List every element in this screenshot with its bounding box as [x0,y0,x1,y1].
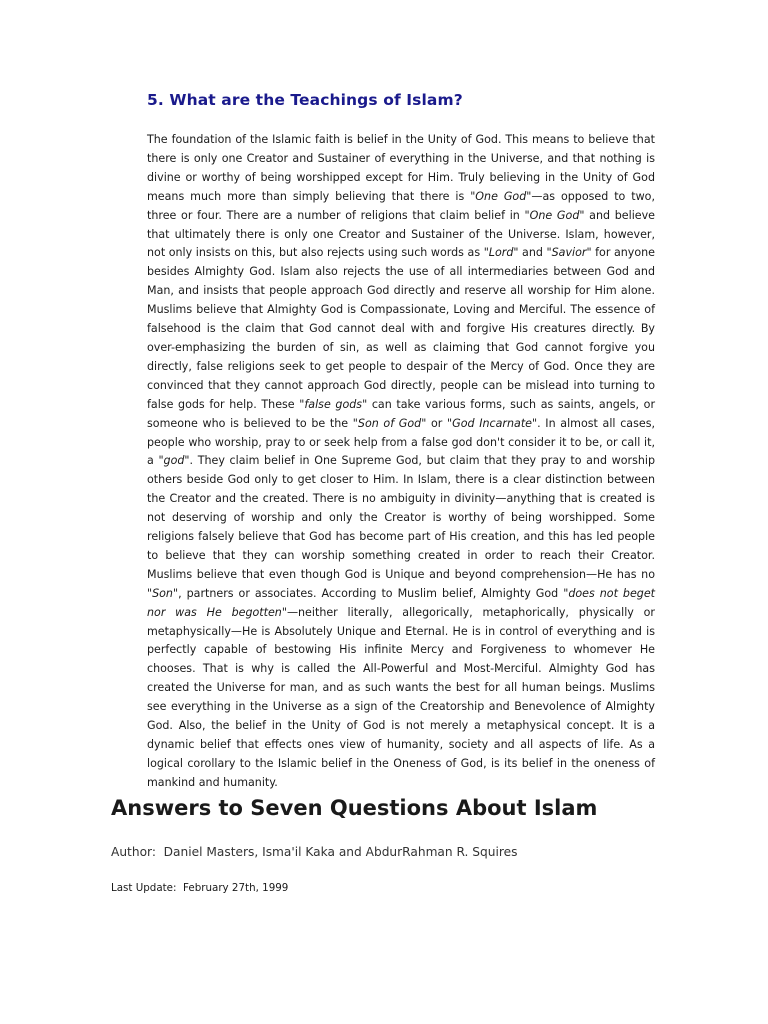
text-run: and believe that ultimately there is only one Creator and Sustainer of the Universe. Islam, however, not only insists on this, but also rejects using such words as [147,208,656,260]
italic-phrase: "god" [158,454,190,468]
italic-phrase: "One God" [524,208,585,222]
text-run: for anyone besides Almighty God. Islam also rejects the use of all intermediaries between God and Man, and insists that people approach God directly and reserve all worship for Him alone. Muslims believe that Almighty God is Compassionate, Loving and Merciful. The essence of falsehood is the claim that God cannot deal with and forgive His creatures directly. By over-emphasizing the burden of sin, as well as claiming that God cannot forgive you directly, false religions seek to get people to despair of the Mercy of God. Once they are convinced that they cannot approach God directly, people can be mislead into turning to false gods for help. These [147,246,655,411]
text-run: —as opposed to two, three or four. There are a number of religions that claim belief in [147,189,655,222]
italic-phrase: "false gods" [299,397,368,411]
section-heading: 5. What are the Teachings of Islam? [147,91,463,109]
italic-phrase: "does not beget nor was He begotten" [147,586,656,619]
italic-phrase: "Son of God" [352,416,427,430]
section-body-paragraph [147,131,655,793]
text-run: . They claim belief in One Supreme God, but claim that they pray to and worship others beside God only to get closer to Him. In Islam, there is a clear distinction between the Creator and the created. There is no ambiguity in divinity—anything that is created is not deserving of worship and only the Creator is worthy of being worshipped. Some religions falsely believe that God has become part of His creation, and this has led people to believe that they can worship something created in order to reach their Creator. Muslims believe that even though God is Unique and beyond comprehension—He has no [147,454,656,581]
text-run: can take various forms, such as saints, angels, or someone who is believed to be the [147,397,656,430]
italic-phrase: "Lord" [483,246,519,260]
text-run: and [518,246,547,260]
text-run: or [426,416,448,430]
italic-phrase: "Son" [147,586,179,600]
text-run: The foundation of the Islamic faith is belief in the Unity of God. This means to believe that there is only one Creator and Sustainer of everything in the Universe, and that nothing is divine or worthy of being worshipped except for Him. Truly believing in the Unity of God means much more than simply believing that there is [147,133,655,203]
document-title: Answers to Seven Questions About Islam [111,796,598,820]
last-update-line: Last Update: February 27th, 1999 [111,882,289,894]
italic-phrase: "One God" [470,189,532,203]
text-run: , partners or associates. According to Muslim belief, Almighty God [178,586,564,600]
italic-phrase: "God Incarnate" [447,416,538,430]
text-run: —neither literally, allegorically, metaphorically, physically or metaphysically—He is Absolutely Unique and Eternal. He is in control of everything and is perfectly capable of bestowing His infinite Mercy and Forgiveness to whomever He chooses. That is why is called the All-Powerful and Most-Merciful. Almighty God has created the Universe for man, and as such wants the best for all human beings. Muslims see everything in the Universe as a sign of the Creatorship and Benevolence of Almighty God. Also, the belief in the Unity of God is not merely a metaphysical concept. It is a dynamic belief that effects ones view of humanity, society and all aspects of life. As a logical corollary to the Islamic belief in the Oneness of God, is its belief in the oneness of mankind and humanity. [147,605,655,789]
text-run: . In almost all cases, people who worship, pray to or seek help from a false god don't consider it to be, or call it, a [147,416,655,468]
italic-phrase: "Savior" [546,246,592,260]
author-line: Author: Daniel Masters, Isma'il Kaka and AbdurRahman R. Squires [111,845,518,859]
